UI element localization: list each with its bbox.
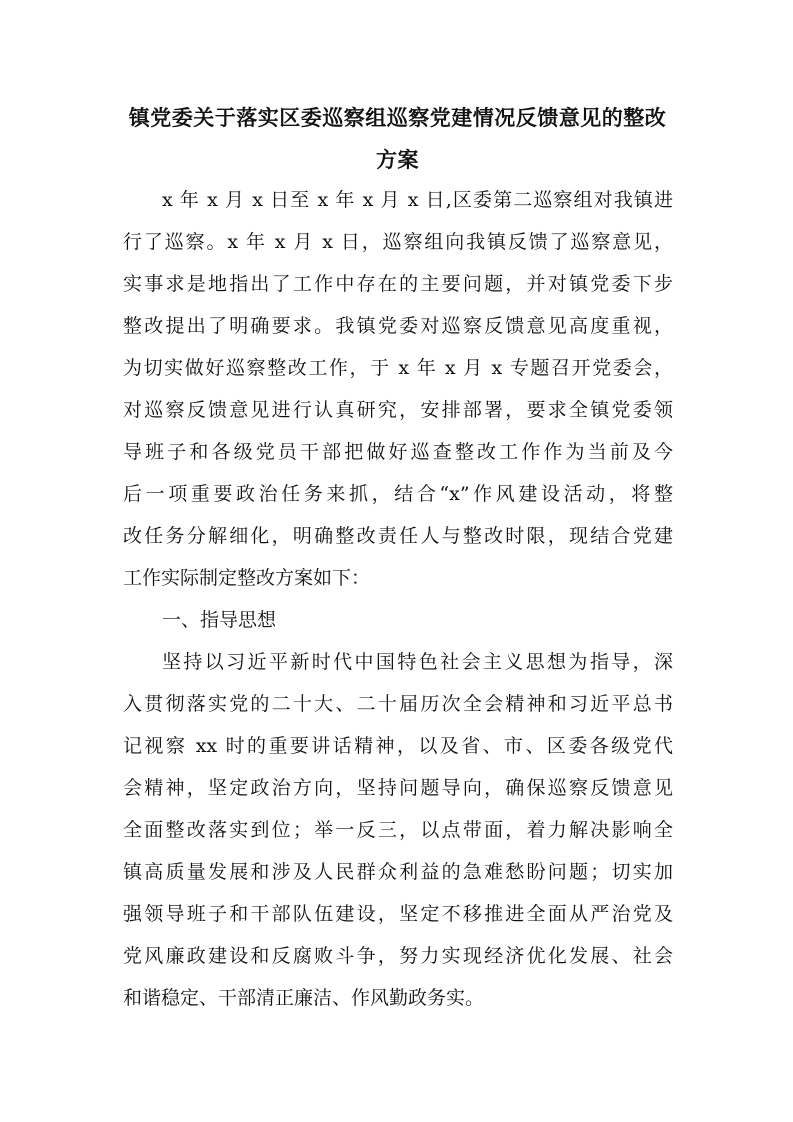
intro-paragraph-line: 行了巡察。x 年 x 月 x 日，巡察组向我镇反馈了巡察意见， <box>123 231 673 253</box>
intro-paragraph-line: x 年 x 月 x 日至 x 年 x 月 x 日,区委第二巡察组对我镇进 <box>162 189 673 211</box>
document-title-line-2: 方案 <box>376 147 419 172</box>
section-paragraph-line: 全面整改落实到位；举一反三，以点带面，着力解决影响全 <box>123 819 673 841</box>
intro-paragraph-line: 实事求是地指出了工作中存在的主要问题，并对镇党委下步 <box>123 273 673 295</box>
intro-paragraph-line: 为切实做好巡察整改工作，于 x 年 x 月 x 专题召开党委会， <box>123 357 673 379</box>
section-heading: 一、指导思想 <box>162 609 277 631</box>
intro-paragraph-line: 工作实际制定整改方案如下： <box>123 567 371 589</box>
section-paragraph-line: 会精神，坚定政治方向，坚持问题导向，确保巡察反馈意见 <box>123 777 673 799</box>
section-paragraph-line: 记视察 xx 时的重要讲话精神，以及省、市、区委各级党代 <box>123 735 673 757</box>
intro-paragraph-line: 整改提出了明确要求。我镇党委对巡察反馈意见高度重视， <box>123 315 673 337</box>
section-paragraph-line: 强领导班子和干部队伍建设，坚定不移推进全面从严治党及 <box>123 903 673 925</box>
intro-paragraph-line: 对巡察反馈意见进行认真研究，安排部署，要求全镇党委领 <box>123 399 673 421</box>
intro-paragraph-line: 导班子和各级党员干部把做好巡查整改工作作为当前及今 <box>123 441 673 463</box>
intro-paragraph-line: 改任务分解细化，明确整改责任人与整改时限，现结合党建 <box>123 525 673 547</box>
section-paragraph-line: 镇高质量发展和涉及人民群众利益的急难愁盼问题；切实加 <box>123 861 673 883</box>
section-paragraph-line: 党风廉政建设和反腐败斗争，努力实现经济优化发展、社会 <box>123 945 673 967</box>
intro-paragraph-line: 后一项重要政治任务来抓，结合“x”作风建设活动，将整 <box>123 483 673 505</box>
section-paragraph-line: 和谐稳定、干部清正廉洁、作风勤政务实。 <box>123 987 485 1009</box>
document-title-line-1: 镇党委关于落实区委巡察组巡察党建情况反馈意见的整改 <box>128 105 667 130</box>
section-paragraph-line: 入贯彻落实党的二十大、二十届历次全会精神和习近平总书 <box>123 693 673 715</box>
section-paragraph-line: 坚持以习近平新时代中国特色社会主义思想为指导，深 <box>162 651 673 673</box>
